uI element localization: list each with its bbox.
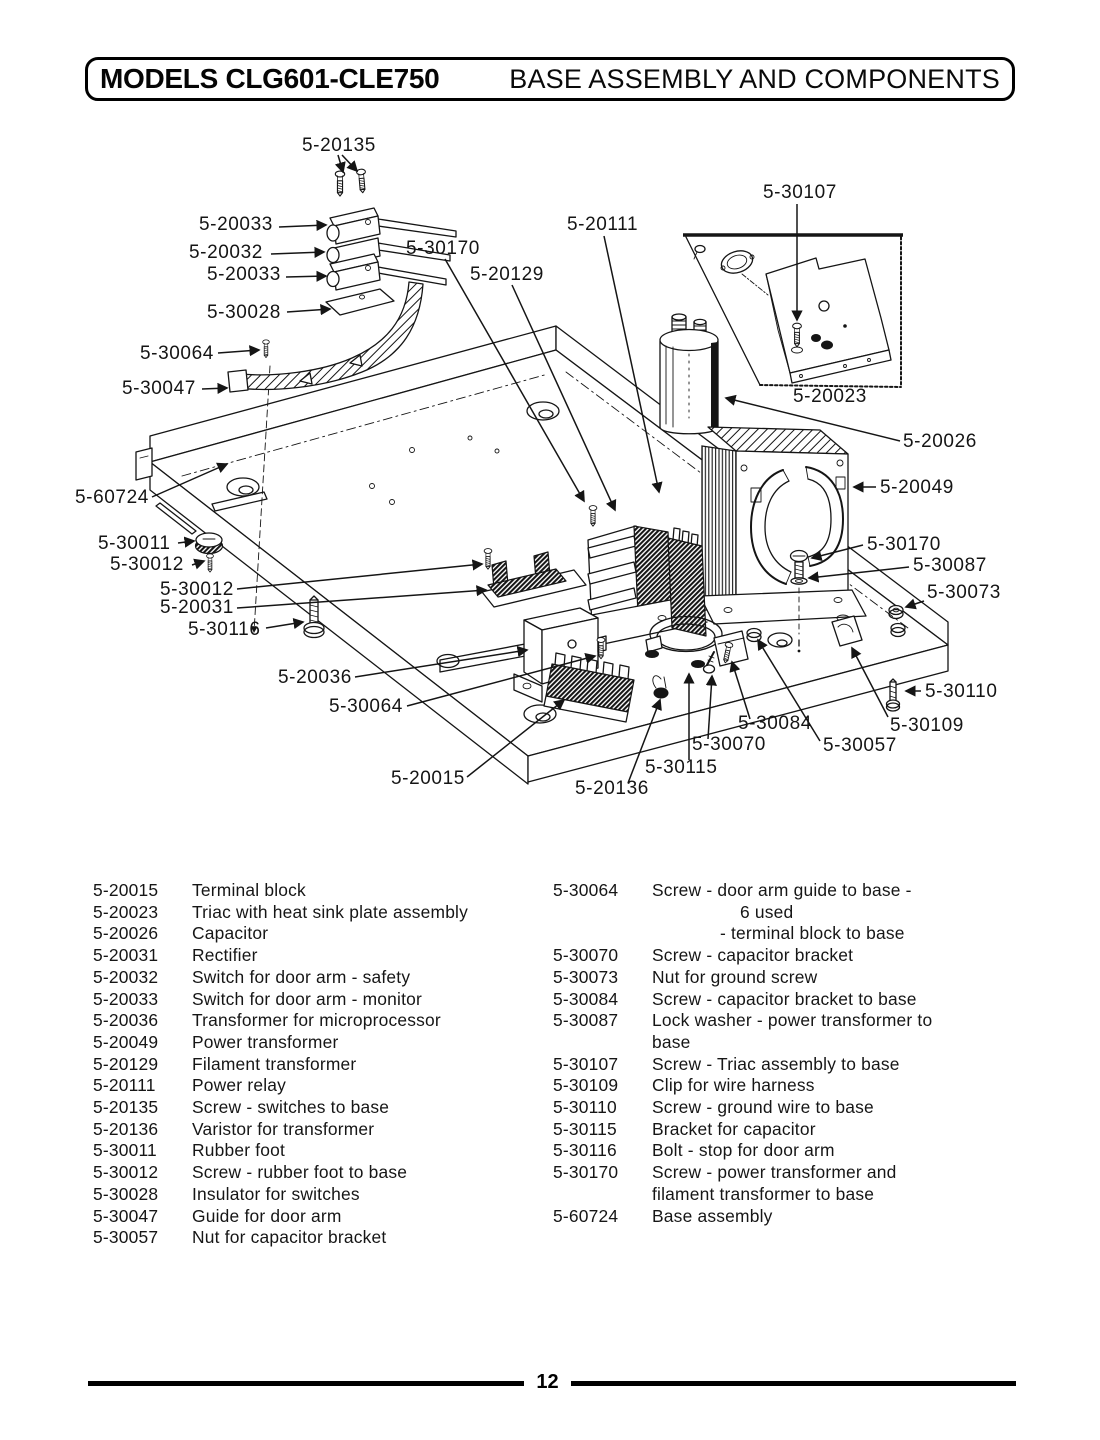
part-number: 5-20033 xyxy=(93,988,159,1009)
part-description xyxy=(192,989,548,1011)
part-number: 5-20036 xyxy=(93,1010,159,1031)
part-number-callout: 5-20033 xyxy=(199,214,273,235)
part-number-callout: 5-30109 xyxy=(890,715,964,736)
part-description xyxy=(192,967,548,989)
part-description-line: Screw - ground wire to base xyxy=(652,1097,874,1118)
part-row xyxy=(553,989,1023,1011)
part-description xyxy=(652,1119,1023,1141)
part-description-line: Screw - rubber foot to base xyxy=(192,1162,408,1183)
part-description-line: - terminal block to base xyxy=(720,923,905,944)
part-row xyxy=(93,1032,548,1054)
part-description-line: Insulator for switches xyxy=(192,1183,360,1204)
part-number-callout: 5-30064 xyxy=(329,696,403,717)
part-number-callout: 5-20049 xyxy=(880,477,954,498)
part-number-callout: 5-30115 xyxy=(645,757,718,778)
part-number-callout: 5-30170 xyxy=(406,238,480,259)
part-number: 5-20031 xyxy=(93,945,159,966)
callout-leader-line xyxy=(218,350,259,353)
part-row xyxy=(553,880,1023,945)
part-number-callout: 5-20135 xyxy=(302,135,376,156)
part-description-line: Guide for door arm xyxy=(192,1205,342,1226)
part-number: 5-20135 xyxy=(93,1097,159,1118)
part-description-line: Filament transformer xyxy=(192,1053,357,1074)
part-description xyxy=(652,1054,1023,1076)
part-description-line: Screw - power transformer and xyxy=(652,1162,897,1183)
page-number: 12 xyxy=(536,1371,559,1393)
part-number: 5-30170 xyxy=(553,1162,619,1183)
part-number-callout: 5-30012 xyxy=(160,579,234,600)
part-number: 5-30107 xyxy=(553,1053,619,1074)
part-number: 5-20136 xyxy=(93,1118,159,1139)
part-description-line: Bracket for capacitor xyxy=(652,1118,816,1139)
callout-leader-line xyxy=(202,388,227,389)
part-description xyxy=(192,1162,548,1184)
footer-rule-right xyxy=(571,1381,1016,1386)
part-row xyxy=(553,1119,1023,1141)
parts-list-left-column xyxy=(93,880,548,1249)
part-number-callout: 5-30084 xyxy=(738,713,812,734)
part-row xyxy=(553,1075,1023,1097)
part-number: 5-20049 xyxy=(93,1031,159,1052)
part-row xyxy=(93,1140,548,1162)
part-number: 5-20026 xyxy=(93,923,159,944)
part-description-line: base xyxy=(652,1031,691,1052)
part-description xyxy=(652,967,1023,989)
models-label: MODELS CLG601-CLE750 xyxy=(100,63,440,94)
part-number-callout: 5-30047 xyxy=(122,378,196,399)
parts-list-right-column xyxy=(553,880,1023,1227)
part-description-line: Screw - capacitor bracket xyxy=(652,945,854,966)
part-row xyxy=(553,1140,1023,1162)
part-description-line: Screw - switches to base xyxy=(192,1097,390,1118)
part-number-callout: 5-30012 xyxy=(110,554,184,575)
callout-leader-line xyxy=(338,155,343,172)
part-description xyxy=(652,1097,1023,1119)
part-description-line: Bolt - stop for door arm xyxy=(652,1140,835,1161)
part-description xyxy=(192,1140,548,1162)
part-row xyxy=(93,1075,548,1097)
part-description-line: Base assembly xyxy=(652,1205,773,1226)
part-row xyxy=(93,1184,548,1206)
part-number: 5-20015 xyxy=(93,880,159,900)
part-description-line: Nut for ground screw xyxy=(652,966,818,987)
part-description xyxy=(652,880,1023,945)
part-number-callout: 5-20036 xyxy=(278,667,352,688)
part-description xyxy=(652,1206,1023,1228)
part-row xyxy=(553,1206,1023,1228)
part-description-line: Clip for wire harness xyxy=(652,1075,815,1096)
part-description-line: Triac with heat sink plate assembly xyxy=(192,901,469,922)
part-number-callout: 5-30116 xyxy=(188,619,261,640)
part-description-line: Switch for door arm - safety xyxy=(192,966,411,987)
part-number: 5-30011 xyxy=(93,1140,157,1161)
part-description xyxy=(192,923,548,945)
part-description-line: filament transformer to base xyxy=(652,1183,875,1204)
part-row xyxy=(553,1162,1023,1205)
part-number-callout: 5-60724 xyxy=(75,487,149,508)
part-number: 5-20129 xyxy=(93,1053,159,1074)
part-row xyxy=(93,1054,548,1076)
part-number-callout: 5-20032 xyxy=(189,242,263,263)
part-description xyxy=(192,880,548,902)
part-description xyxy=(192,1119,548,1141)
part-number-callout: 5-20031 xyxy=(160,597,234,618)
part-number: 5-30012 xyxy=(93,1162,159,1183)
part-description-line: Rectifier xyxy=(192,945,258,966)
part-description-line: Capacitor xyxy=(192,923,269,944)
part-description-line: Nut for capacitor bracket xyxy=(192,1227,387,1248)
part-number: 5-30028 xyxy=(93,1183,159,1204)
part-number: 5-30087 xyxy=(553,1010,619,1031)
part-row xyxy=(553,945,1023,967)
part-number-callout: 5-30170 xyxy=(867,534,941,555)
part-number-callout: 5-20129 xyxy=(470,264,544,285)
callout-leader-line xyxy=(287,309,330,312)
part-number-callout: 5-30028 xyxy=(207,302,281,323)
part-description xyxy=(652,1162,1023,1205)
part-description xyxy=(192,1097,548,1119)
part-number-callout: 5-20026 xyxy=(903,431,977,452)
part-description-line: Transformer for microprocessor xyxy=(192,1010,441,1031)
part-number-callout: 5-20111 xyxy=(567,214,639,235)
callout-leader-line xyxy=(192,561,204,565)
part-description-line: Screw - door arm guide to base - xyxy=(652,880,912,900)
part-number-callout: 5-20015 xyxy=(391,768,465,789)
part-number-callout: 5-30107 xyxy=(763,182,837,203)
callout-leader-line xyxy=(286,276,326,277)
part-description xyxy=(652,989,1023,1011)
part-description xyxy=(652,945,1023,967)
callout-leader-line xyxy=(279,225,326,227)
part-number-callout: 5-30070 xyxy=(692,734,766,755)
part-number: 5-20111 xyxy=(93,1075,156,1096)
part-number: 5-20032 xyxy=(93,966,159,987)
part-row xyxy=(93,923,548,945)
part-row xyxy=(553,1097,1023,1119)
part-description-line: Lock washer - power transformer to xyxy=(652,1010,933,1031)
part-description xyxy=(192,945,548,967)
part-row xyxy=(553,1010,1023,1053)
part-row xyxy=(93,989,548,1011)
part-description-line: Terminal block xyxy=(192,880,306,900)
part-number-callout: 5-30073 xyxy=(927,582,1001,603)
part-number-callout: 5-20023 xyxy=(793,386,867,407)
part-description-line: Switch for door arm - monitor xyxy=(192,988,423,1009)
part-row xyxy=(93,902,548,924)
part-row xyxy=(93,880,548,902)
footer-rule-left xyxy=(88,1381,524,1386)
part-description-line: Power relay xyxy=(192,1075,287,1096)
part-description xyxy=(652,1140,1023,1162)
part-number-callout: 5-30110 xyxy=(925,681,998,702)
part-row xyxy=(93,1227,548,1249)
callout-leader-line xyxy=(342,155,357,171)
callout-leader-line xyxy=(271,252,324,254)
part-description xyxy=(652,1075,1023,1097)
part-row xyxy=(93,1206,548,1228)
part-description-line: Screw - Triac assembly to base xyxy=(652,1053,900,1074)
callout-leader-line xyxy=(178,541,194,543)
part-number: 5-30084 xyxy=(553,988,619,1009)
part-description xyxy=(192,1184,548,1206)
part-row xyxy=(93,1097,548,1119)
part-number-callout: 5-20033 xyxy=(207,264,281,285)
part-number: 5-20023 xyxy=(93,901,159,922)
part-row xyxy=(93,1119,548,1141)
part-row xyxy=(93,1010,548,1032)
part-number: 5-30064 xyxy=(553,880,619,900)
part-number-callout: 5-30087 xyxy=(913,555,987,576)
part-number: 5-30110 xyxy=(553,1097,617,1118)
part-row xyxy=(93,945,548,967)
part-description-line: 6 used xyxy=(740,901,794,922)
part-description xyxy=(192,1032,548,1054)
part-row xyxy=(553,1054,1023,1076)
part-description xyxy=(192,1054,548,1076)
page-title: BASE ASSEMBLY AND COMPONENTS xyxy=(509,63,1000,94)
part-description xyxy=(192,1227,548,1249)
part-description xyxy=(192,902,548,924)
part-description-line: Rubber foot xyxy=(192,1140,286,1161)
part-number: 5-30109 xyxy=(553,1075,619,1096)
part-description-line: Power transformer xyxy=(192,1031,339,1052)
part-number-callout: 5-30057 xyxy=(823,735,897,756)
part-description xyxy=(192,1206,548,1228)
capacitor xyxy=(660,314,718,434)
part-description-line: Varistor for transformer xyxy=(192,1118,375,1139)
part-number: 5-30057 xyxy=(93,1227,159,1248)
part-row xyxy=(93,1162,548,1184)
part-row xyxy=(553,967,1023,989)
part-number: 5-30115 xyxy=(553,1118,617,1139)
part-description xyxy=(652,1010,1023,1053)
part-number: 5-60724 xyxy=(553,1205,619,1226)
part-number: 5-30073 xyxy=(553,966,619,987)
part-number: 5-30070 xyxy=(553,945,619,966)
part-number-callout: 5-30011 xyxy=(98,533,171,554)
part-number-callout: 5-30064 xyxy=(140,343,214,364)
part-description-line: Screw - capacitor bracket to base xyxy=(652,988,917,1009)
callout-leader-line xyxy=(266,622,303,628)
part-description xyxy=(192,1010,548,1032)
part-row xyxy=(93,967,548,989)
part-number: 5-30116 xyxy=(553,1140,617,1161)
part-number-callout: 5-20136 xyxy=(575,778,649,799)
part-number: 5-30047 xyxy=(93,1205,159,1226)
part-description xyxy=(192,1075,548,1097)
